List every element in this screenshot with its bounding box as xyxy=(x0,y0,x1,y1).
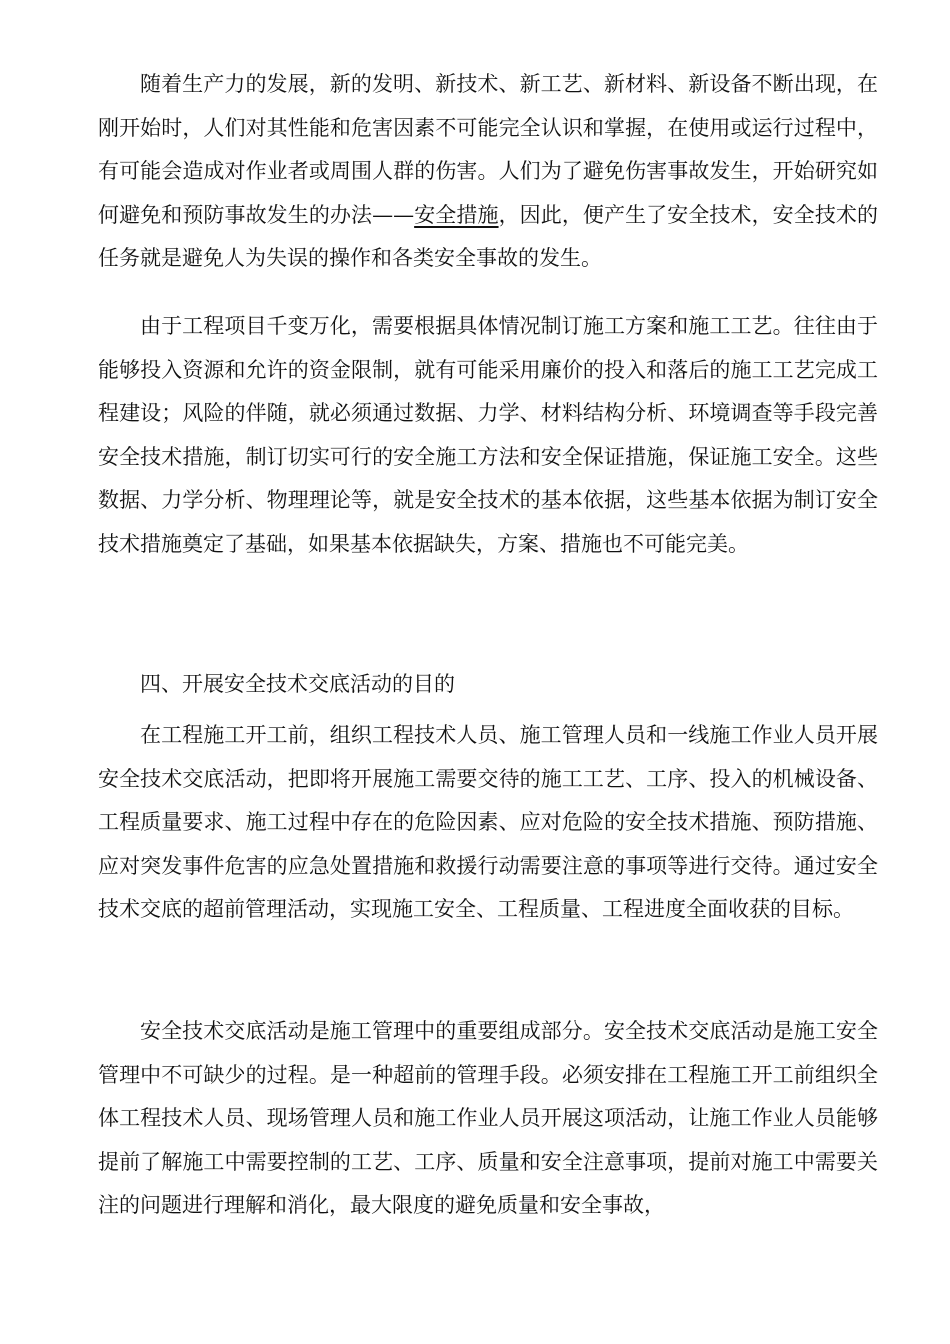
section-heading: 四、开展安全技术交底活动的目的 xyxy=(140,672,455,696)
paragraph-basis-of-safety-technology: 由于工程项目千变万化，需要根据具体情况制订施工方案和施工工艺。往往由于能够投入资源和允许的资金限制，就有可能采用廉价的投入和落后的施工工艺完成工程建设；风险的伴随，就必须通过数据、力学、材料结构分析、环境调查等手段完善安全技术措施，制订切实可行的安全施工方法和安全保证措施，保证施工安全。这些数据、力学分析、物理理论等，就是安全技术的基本依据，这些基本依据为制订安全技术措施奠定了基础，如果基本依据缺失，方案、措施也不可能完美。 xyxy=(98,314,878,556)
paragraph-1-text-start: 随着生产力的发展，新的发明、新技术、新工艺、新材料、新设备不断出现，在刚开始时，人们对其性能和危害因素不可能完全认识和掌握，在使用或运行过程中，有可能会造成对作业者或周围人群的伤害。人们为了避免伤害事故发生，开始研究如何避免和预防事故发生的办法—— xyxy=(98,72,878,227)
paragraph-purpose-of-briefing: 在工程施工开工前，组织工程技术人员、施工管理人员和一线施工作业人员开展安全技术交底活动，把即将开展施工需要交待的施工工艺、工序、投入的机械设备、工程质量要求、施工过程中存在的危险因素、应对危险的安全技术措施、预防措施、应对突发事件危害的应急处置措施和救援行动需要注意的事项等进行交待。通过安全技术交底的超前管理活动，实现施工安全、工程质量、工程进度全面收获的目标。 xyxy=(98,723,878,921)
underlined-safety-measures: 安全措施 xyxy=(414,202,499,227)
paragraph-briefing-management-role: 安全技术交底活动是施工管理中的重要组成部分。安全技术交底活动是施工安全管理中不可缺少的过程。是一种超前的管理手段。必须安排在工程施工开工前组织全体工程技术人员、现场管理人员和施工作业人员开展这项活动，让施工作业人员能够提前了解施工中需要控制的工艺、工序、质量和安全注意事项，提前对施工中需要关注的问题进行理解和消化，最大限度的避免质量和安全事故， xyxy=(98,1019,878,1217)
paragraph-1-text-end: ，因此，便产生了安全技术，安全技术的任务就是避免人为失误的操作和各类安全事故的发生。 xyxy=(98,202,879,270)
paragraph-safety-technology-origin xyxy=(98,63,878,281)
